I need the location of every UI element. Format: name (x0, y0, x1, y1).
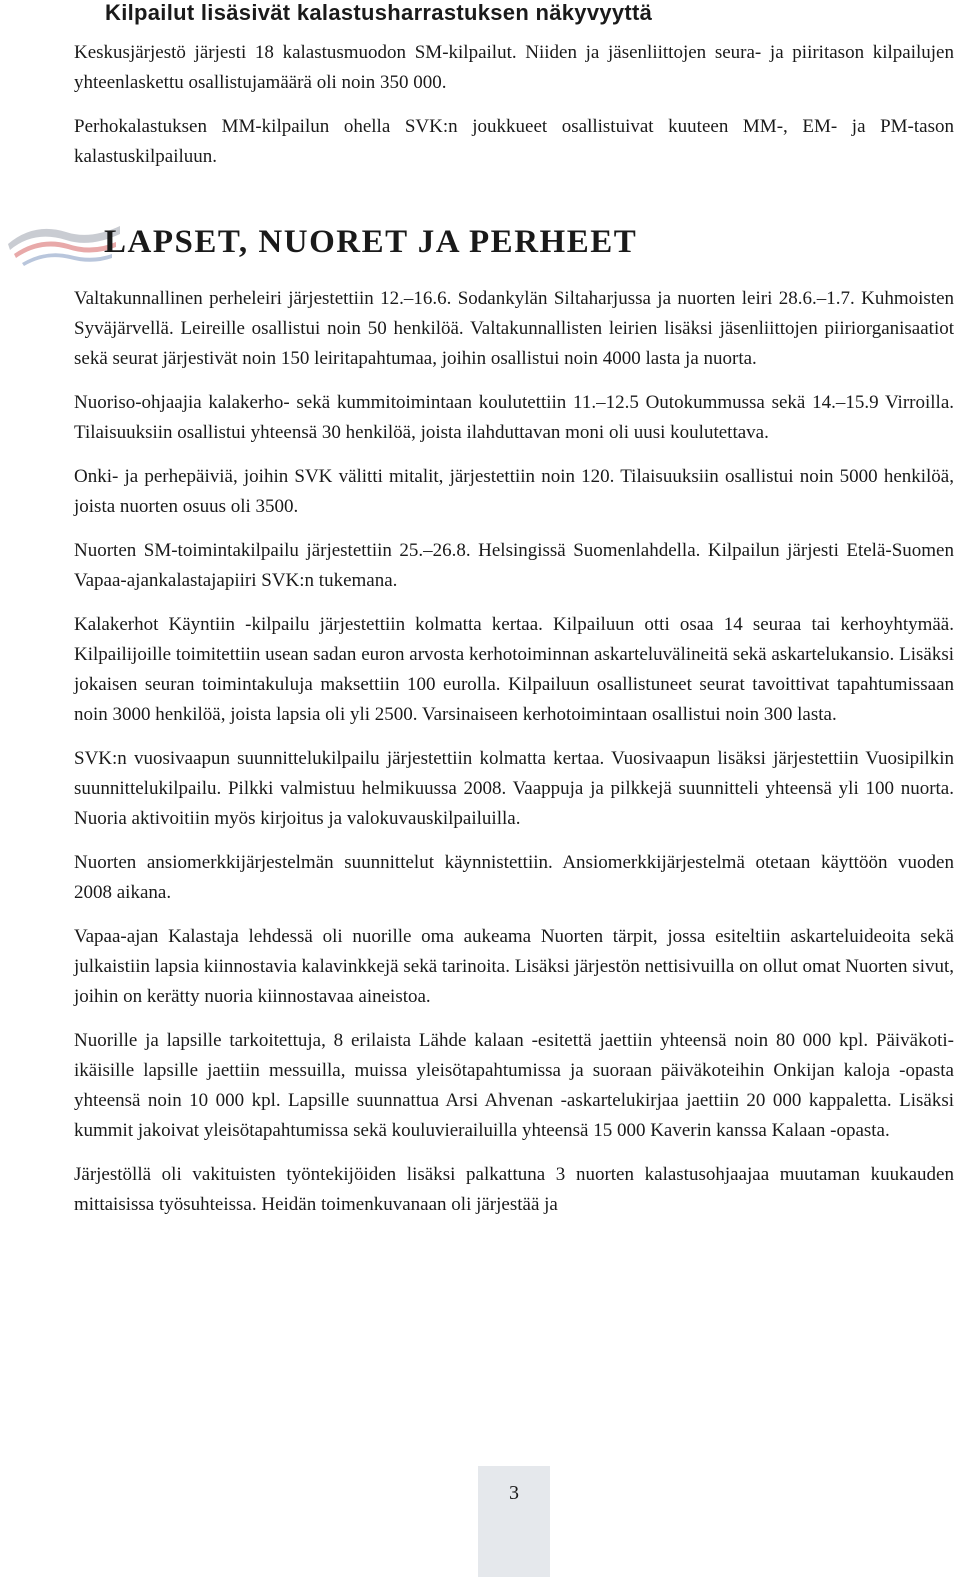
section-competitions-body (74, 38, 954, 186)
paragraph: SVK:n vuosivaapun suunnittelukilpailu järjestettiin kolmatta kertaa. Vuosivaapun lisäksi järjestettiin Vuosipilkin suunnittelukilpailu. Pilkki valmistuu helmikuussa 2008. Vaappuja ja pilkkejä suunnitteli yhteensä yli 100 nuorta. Nuoria aktivoitiin myös kirjoitus ja valokuvauskilpailuilla. (74, 748, 954, 829)
paragraph: Keskusjärjestö järjesti 18 kalastusmuodon SM-kilpailut. Niiden ja jäsenliittojen seura- ja piiritason kilpailujen yhteenlaskettu osallistujamäärä oli noin 350 000. (74, 42, 954, 93)
section-heading-children: LAPSET, NUORET JA PERHEET (104, 224, 638, 260)
paragraph: Kalakerhot Käyntiin -kilpailu järjestettiin kolmatta kertaa. Kilpailuun otti osaa 14 seuraa tai kerhoyhtymää. Kilpailijoille toimitettiin usean sadan euron arvosta kerhotoiminnan askarteluvälineitä sekä askartelukansio. Lisäksi jokaisen seuran toimintakuluja maksettiin 100 eurolla. Kilpailuun osallistuneet seurat tavoittivat tapahtumissaan noin 3000 henkilöä, joista lapsia oli yli 2500. Varsinaiseen kerhotoimintaan osallistui noin 300 lasta. (74, 614, 954, 725)
page-number: 3 (509, 1482, 519, 1504)
paragraph: Vapaa-ajan Kalastaja lehdessä oli nuorille oma aukeama Nuorten tärpit, jossa esiteltiin askarteluideoita sekä julkaistiin lapsia kiinnostavia kalavinkkejä sekä tarinoita. Lisäksi järjestön nettisivuilla on ollut omat Nuorten sivut, joihin on kerätty nuoria kiinnostavaa aineistoa. (74, 926, 954, 1007)
section-children-body (74, 284, 954, 1234)
paragraph: Valtakunnallinen perheleiri järjestettiin 12.–16.6. Sodankylän Siltaharjussa ja nuorten leiri 28.6.–1.7. Kuhmoisten Syväjärvellä. Leireille osallistui noin 50 henkilöä. Valtakunnallisten leirien lisäksi jäsenliittojen piiriorganisaatiot sekä seurat järjestivät noin 150 leiritapahtumaa, joihin osallistui noin 4000 lasta ja nuorta. (74, 288, 954, 369)
paragraph: Nuorten SM-toimintakilpailu järjestettiin 25.–26.8. Helsingissä Suomenlahdella. Kilpailun järjesti Etelä-Suomen Vapaa-ajankalastajapiiri SVK:n tukemana. (74, 540, 954, 591)
page-number-box (478, 1466, 550, 1577)
section-heading-competitions: Kilpailut lisäsivät kalastusharrastuksen näkyvyyttä (105, 0, 653, 25)
paragraph: Nuoriso-ohjaajia kalakerho- sekä kummitoimintaan koulutettiin 11.–12.5 Outokummussa sekä 14.–15.9 Virroilla. Tilaisuuksiin osallistui yhteensä 30 henkilöä, joista ilahduttavan moni oli uusi koulutettava. (74, 392, 954, 443)
paragraph: Nuorille ja lapsille tarkoitettuja, 8 erilaista Lähde kalaan -esitettä jaettiin yhteensä noin 80 000 kpl. Päiväkoti-ikäisille lapsille jaettiin messuilla, muissa yleisötapahtumissa ja suoraan päiväkoteihin Onkijan kaloja -opasta yhteensä noin 10 000 kpl. Lapsille suunnattua Arsi Ahvenan -askartelukirjaa jaettiin 20 000 kappaletta. Lisäksi kummit jakoivat yleisötapahtumissa sekä kouluvierailuilla yhteensä 15 000 Kaverin kanssa Kalaan -opasta. (74, 1030, 954, 1141)
paragraph: Nuorten ansiomerkkijärjestelmän suunnittelut käynnistettiin. Ansiomerkkijärjestelmä otetaan käyttöön vuoden 2008 aikana. (74, 852, 954, 903)
paragraph: Onki- ja perhepäiviä, joihin SVK välitti mitalit, järjestettiin noin 120. Tilaisuuksiin osallistui noin 5000 henkilöä, joista nuorten osuus oli 3500. (74, 466, 954, 517)
paragraph: Järjestöllä oli vakituisten työntekijöiden lisäksi palkattuna 3 nuorten kalastusohjaajaa muutaman kuukauden mittaisissa työsuhteissa. Heidän toimenkuvanaan oli järjestää ja (74, 1164, 954, 1215)
paragraph: Perhokalastuksen MM-kilpailun ohella SVK:n joukkueet osallistuivat kuuteen MM-, EM- ja PM-tason kalastuskilpailuun. (74, 116, 954, 167)
